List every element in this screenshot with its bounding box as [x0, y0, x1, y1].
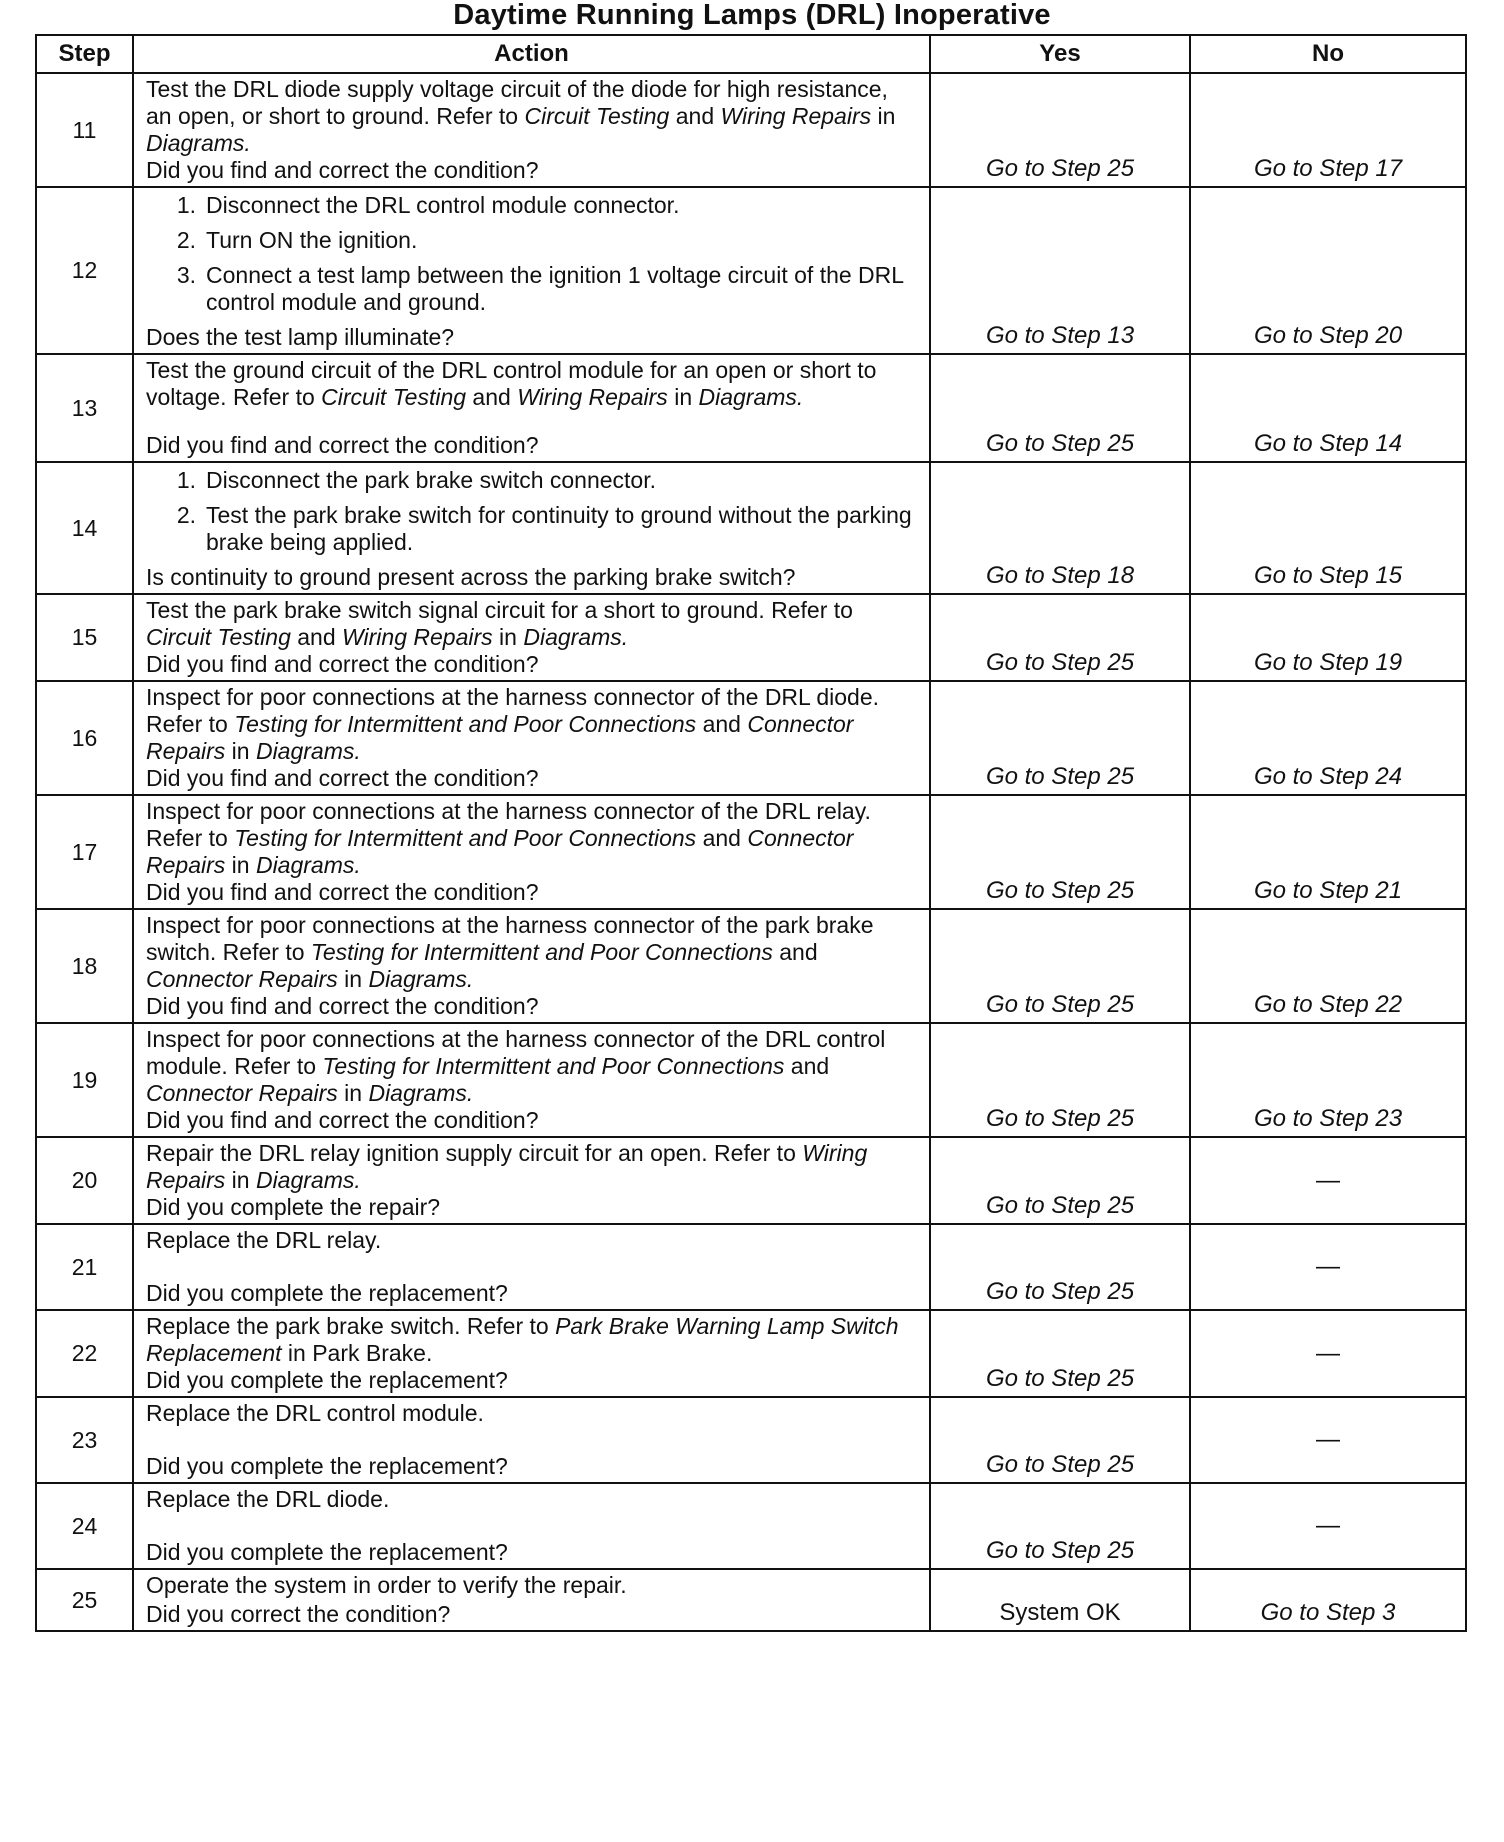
action-text: [146, 1572, 919, 1599]
action-text: [146, 1227, 919, 1254]
action-text-segment: in: [225, 1167, 256, 1193]
action-content: [146, 355, 919, 461]
table-body: [36, 73, 1466, 1631]
yes-result: Go to Step 25: [930, 909, 1190, 1023]
no-result: Go to Step 19: [1190, 594, 1466, 681]
action-text-segment: in: [337, 1080, 369, 1106]
action-text-segment: in: [871, 103, 896, 129]
action-text-segment: and: [466, 384, 518, 410]
action-cell: [133, 1397, 930, 1483]
no-result: —: [1190, 1397, 1466, 1483]
table-row: [36, 73, 1466, 187]
action-cell: [133, 681, 930, 795]
no-result: Go to Step 3: [1190, 1569, 1466, 1631]
no-result: —: [1190, 1483, 1466, 1569]
step-number: 14: [36, 462, 133, 594]
action-cell: [133, 462, 930, 594]
yes-result: Go to Step 18: [930, 462, 1190, 594]
action-content: [146, 1311, 919, 1396]
action-text: [146, 912, 919, 993]
action-cell: [133, 1224, 930, 1310]
step-number: 24: [36, 1483, 133, 1569]
no-result: Go to Step 17: [1190, 73, 1466, 187]
action-text-segment: and: [696, 711, 748, 737]
action-text-segment: Replace the DRL relay.: [146, 1227, 382, 1253]
action-cell: [133, 73, 930, 187]
action-content: [146, 1225, 919, 1309]
action-text: [146, 1313, 919, 1367]
step-number: 16: [36, 681, 133, 795]
step-number: 17: [36, 795, 133, 909]
diagnostic-table: [35, 34, 1467, 1632]
reference-text: Diagrams.: [146, 130, 251, 156]
action-content: [146, 1138, 919, 1223]
action-question: Did you find and correct the condition?: [146, 651, 539, 677]
no-result: —: [1190, 1224, 1466, 1310]
action-content: [146, 74, 919, 186]
reference-text: Connector Repairs: [146, 825, 854, 878]
action-content: [146, 796, 919, 908]
action-cell: [133, 187, 930, 354]
action-text-segment: in: [225, 852, 256, 878]
action-text-segment: Inspect for poor connections at the harness connector of the DRL control module. Refer to: [146, 1026, 886, 1079]
table-row: [36, 462, 1466, 594]
action-text: [146, 76, 919, 157]
procedure-item: [146, 502, 919, 556]
no-result: Go to Step 21: [1190, 795, 1466, 909]
table-row: [36, 1137, 1466, 1224]
step-number: 12: [36, 187, 133, 354]
reference-text: Diagrams.: [368, 1080, 474, 1106]
table-row: [36, 187, 1466, 354]
reference-text: Diagrams.: [368, 966, 474, 992]
reference-text: Connector Repairs: [146, 1080, 338, 1106]
action-text-segment: Inspect for poor connections at the harness connector of the DRL diode. Refer to: [146, 684, 880, 737]
step-number: 25: [36, 1569, 133, 1631]
procedure-item: [146, 262, 919, 316]
table-row: [36, 1483, 1466, 1569]
action-question: Did you complete the replacement?: [146, 1367, 508, 1393]
procedure-item-text: Test the park brake switch for continuity to ground without the parking brake being applied.: [206, 502, 912, 555]
procedure-item-number: 2.: [176, 502, 196, 528]
reference-text: Diagrams.: [523, 624, 629, 650]
action-text-segment: and: [290, 624, 343, 650]
column-header-yes: Yes: [930, 35, 1190, 73]
action-text: [146, 1486, 919, 1513]
action-cell: [133, 1483, 930, 1569]
table-row: [36, 681, 1466, 795]
reference-text: Wiring Repairs: [720, 103, 872, 129]
procedure-item-text: Connect a test lamp between the ignition 1 voltage circuit of the DRL control module and ground.: [206, 262, 904, 315]
table-row: [36, 1397, 1466, 1483]
step-number: 15: [36, 594, 133, 681]
no-result: Go to Step 23: [1190, 1023, 1466, 1137]
column-header-step: Step: [36, 35, 133, 73]
table-row: [36, 909, 1466, 1023]
action-question: Did you complete the replacement?: [146, 1453, 508, 1479]
no-result: Go to Step 20: [1190, 187, 1466, 354]
yes-result: Go to Step 25: [930, 73, 1190, 187]
action-cell: [133, 909, 930, 1023]
no-result: Go to Step 24: [1190, 681, 1466, 795]
procedure-item-text: Turn ON the ignition.: [206, 227, 418, 253]
step-number: 13: [36, 354, 133, 462]
table-row: [36, 1569, 1466, 1631]
action-text-segment: Test the ground circuit of the DRL control module for an open or short to voltage. Refer to: [146, 357, 877, 410]
action-text-segment: and: [669, 103, 721, 129]
action-text: [146, 1400, 919, 1427]
action-text-segment: Replace the DRL control module.: [146, 1400, 484, 1426]
no-result: —: [1190, 1310, 1466, 1397]
reference-text: Testing for Intermittent and Poor Connections: [322, 1053, 785, 1079]
procedure-item-text: Disconnect the DRL control module connector.: [206, 192, 680, 218]
action-text-segment: Test the park brake switch signal circuit for a short to ground. Refer to: [146, 597, 853, 623]
action-question: Did you complete the replacement?: [146, 1539, 508, 1565]
no-result: Go to Step 22: [1190, 909, 1466, 1023]
yes-result: Go to Step 25: [930, 1137, 1190, 1224]
reference-text: Testing for Intermittent and Poor Connections: [310, 939, 773, 965]
action-question: Did you find and correct the condition?: [146, 1107, 539, 1133]
reference-text: Circuit Testing: [321, 384, 467, 410]
action-text-segment: Operate the system in order to verify the repair.: [146, 1572, 627, 1598]
procedure-item-text: Disconnect the park brake switch connector.: [206, 467, 657, 493]
yes-result: Go to Step 25: [930, 795, 1190, 909]
action-text-segment: and: [772, 939, 818, 965]
action-content: [146, 1484, 919, 1568]
reference-text: Circuit Testing: [146, 624, 291, 650]
table-header-row: [36, 35, 1466, 73]
yes-result: Go to Step 13: [930, 187, 1190, 354]
action-cell: [133, 1137, 930, 1224]
action-cell: [133, 1569, 930, 1631]
step-number: 19: [36, 1023, 133, 1137]
action-content: [146, 595, 919, 680]
action-content: [146, 463, 919, 593]
yes-result: Go to Step 25: [930, 1397, 1190, 1483]
action-question: Did you find and correct the condition?: [146, 765, 539, 791]
step-number: 18: [36, 909, 133, 1023]
action-question: Did you find and correct the condition?: [146, 993, 539, 1019]
action-text-segment: Repair the DRL relay ignition supply circuit for an open. Refer to: [146, 1140, 803, 1166]
table-row: [36, 594, 1466, 681]
procedure-item-number: 1.: [176, 467, 196, 493]
step-number: 21: [36, 1224, 133, 1310]
step-number: 11: [36, 73, 133, 187]
step-number: 20: [36, 1137, 133, 1224]
action-cell: [133, 354, 930, 462]
reference-text: Connector Repairs: [146, 966, 338, 992]
yes-result: System OK: [930, 1569, 1190, 1631]
action-text-segment: in: [492, 624, 524, 650]
action-text: [146, 1140, 919, 1194]
yes-result: Go to Step 25: [930, 1023, 1190, 1137]
action-question: Did you correct the condition?: [146, 1601, 451, 1627]
yes-result: Go to Step 25: [930, 354, 1190, 462]
step-number: 22: [36, 1310, 133, 1397]
column-header-action: Action: [133, 35, 930, 73]
procedure-list: [146, 467, 919, 564]
reference-text: Diagrams.: [255, 852, 361, 878]
procedure-item: [146, 467, 919, 494]
action-text-segment: Replace the DRL diode.: [146, 1486, 390, 1512]
action-question: Did you complete the replacement?: [146, 1280, 508, 1306]
reference-text: Testing for Intermittent and Poor Connections: [234, 825, 697, 851]
action-text: [146, 684, 919, 765]
action-question: Does the test lamp illuminate?: [146, 324, 455, 350]
action-content: [146, 682, 919, 794]
action-text-segment: Test the DRL diode supply voltage circuit of the diode for high resistance, an open, or short to ground. Refer to: [146, 76, 888, 129]
action-content: [146, 1570, 919, 1630]
action-text-segment: Inspect for poor connections at the harness connector of the park brake switch. Refer to: [146, 912, 874, 965]
table-row: [36, 795, 1466, 909]
action-text: [146, 357, 919, 411]
action-content: [146, 188, 919, 353]
action-question: Did you find and correct the condition?: [146, 157, 539, 183]
action-text-segment: in Park Brake.: [281, 1340, 433, 1366]
table-row: [36, 1023, 1466, 1137]
action-question: Did you complete the repair?: [146, 1194, 441, 1220]
reference-text: Park Brake Warning Lamp Switch Replacement: [146, 1313, 899, 1366]
yes-result: Go to Step 25: [930, 1310, 1190, 1397]
reference-text: Diagrams.: [698, 384, 804, 410]
action-text-segment: in: [337, 966, 369, 992]
step-number: 23: [36, 1397, 133, 1483]
procedure-list: [146, 192, 919, 324]
column-header-no: No: [1190, 35, 1466, 73]
action-content: [146, 1024, 919, 1136]
action-cell: [133, 795, 930, 909]
action-text-segment: in: [225, 738, 256, 764]
reference-text: Wiring Repairs: [146, 1140, 868, 1193]
yes-result: Go to Step 25: [930, 1224, 1190, 1310]
table-row: [36, 354, 1466, 462]
action-text-segment: and: [784, 1053, 830, 1079]
action-text-segment: Replace the park brake switch. Refer to: [146, 1313, 556, 1339]
action-text: [146, 597, 919, 651]
action-text-segment: and: [696, 825, 748, 851]
action-cell: [133, 594, 930, 681]
action-content: [146, 910, 919, 1022]
no-result: Go to Step 14: [1190, 354, 1466, 462]
yes-result: Go to Step 25: [930, 594, 1190, 681]
table-row: [36, 1224, 1466, 1310]
reference-text: Testing for Intermittent and Poor Connections: [234, 711, 697, 737]
reference-text: Wiring Repairs: [517, 384, 668, 410]
reference-text: Diagrams.: [255, 1167, 361, 1193]
no-result: —: [1190, 1137, 1466, 1224]
action-text-segment: in: [667, 384, 699, 410]
action-question: Did you find and correct the condition?: [146, 432, 539, 458]
action-text-segment: Inspect for poor connections at the harness connector of the DRL relay. Refer to: [146, 798, 871, 851]
yes-result: Go to Step 25: [930, 1483, 1190, 1569]
procedure-item: [146, 227, 919, 254]
action-cell: [133, 1310, 930, 1397]
action-content: [146, 1398, 919, 1482]
table-row: [36, 1310, 1466, 1397]
page-title: Daytime Running Lamps (DRL) Inoperative: [453, 0, 1051, 31]
procedure-item-number: 3.: [176, 262, 196, 288]
procedure-item-number: 1.: [176, 192, 196, 218]
action-text: [146, 798, 919, 879]
reference-text: Wiring Repairs: [342, 624, 493, 650]
reference-text: Connector Repairs: [146, 711, 854, 764]
reference-text: Circuit Testing: [524, 103, 670, 129]
reference-text: Diagrams.: [255, 738, 361, 764]
action-question: Is continuity to ground present across the parking brake switch?: [146, 564, 796, 590]
yes-result: Go to Step 25: [930, 681, 1190, 795]
action-question: Did you find and correct the condition?: [146, 879, 539, 905]
action-cell: [133, 1023, 930, 1137]
action-text: [146, 1026, 919, 1107]
no-result: Go to Step 15: [1190, 462, 1466, 594]
procedure-item-number: 2.: [176, 227, 196, 253]
procedure-item: [146, 192, 919, 219]
